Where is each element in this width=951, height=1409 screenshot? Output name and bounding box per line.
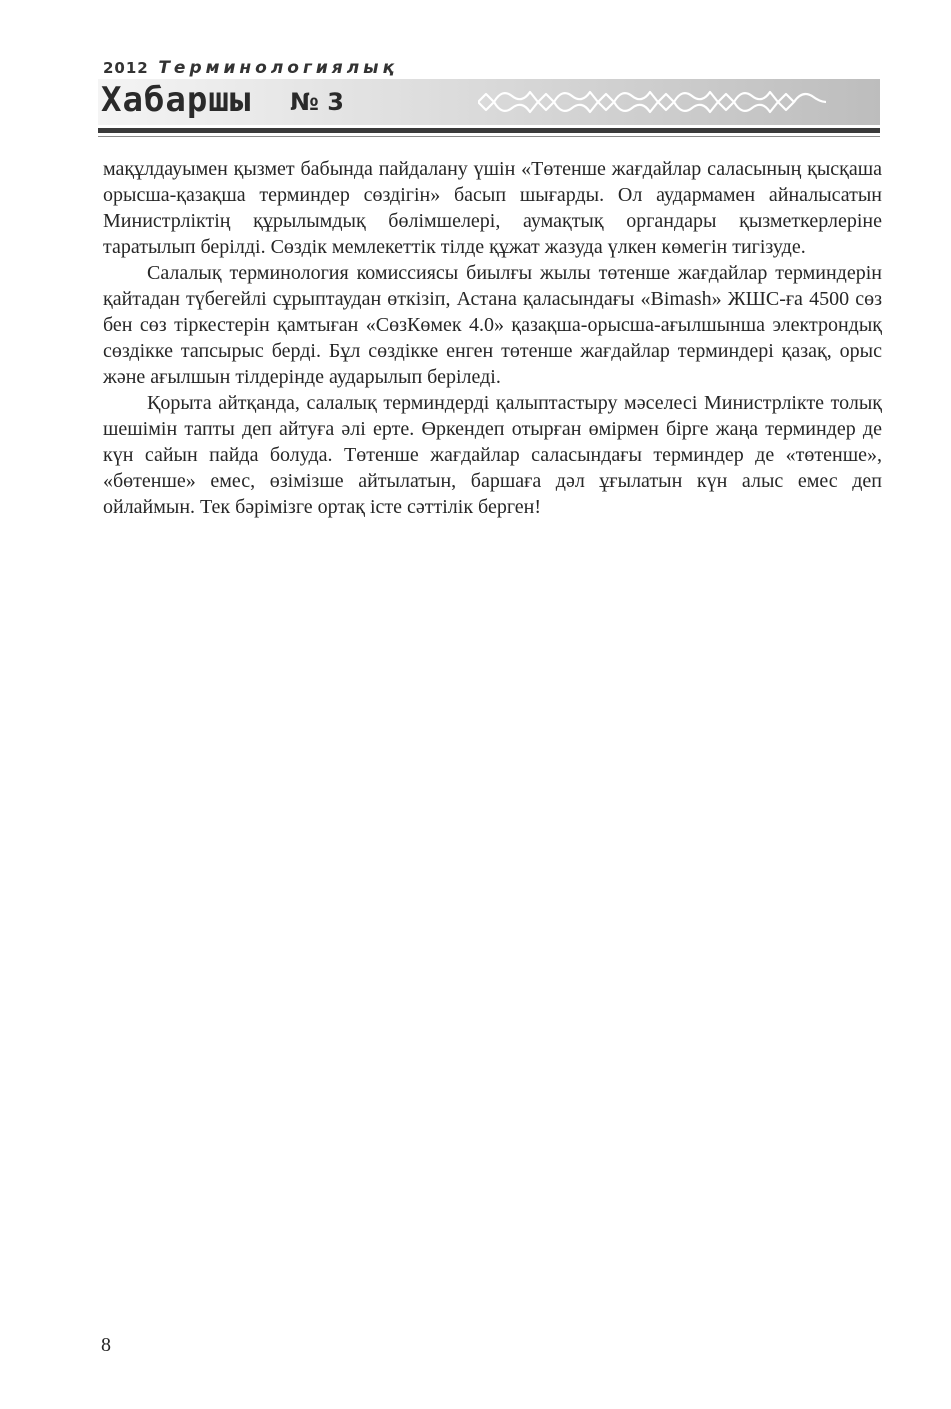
paragraph-3: Қорыта айтқанда, салалық терминдерді қалыптастыру мәселесі Министрлікте толық шешімін тапты деп айтуға әлі ерте. Өркендеп отырған өмірмен бірге жаңа терминдер де күн сайын пайда болуда. Төтенше жағдайлар саласындағы терминдер де «төтенше», «бөтенше» емес, өзімізше айтылатын, баршаға дәл ұғылатын күн алыс емес деп ойлаймын. Тек бәрімізге ортақ істе сәттілік берген! (103, 392, 882, 518)
header-rule-thick (98, 128, 880, 133)
article-body (103, 156, 882, 520)
header-year: 2012 (103, 59, 149, 77)
header-issue: № 3 (290, 88, 344, 116)
header-journal-word: Терминологиялық (158, 58, 399, 78)
header-rule-thin (98, 136, 880, 137)
header-title: Хабаршы (101, 80, 252, 120)
journal-header-top (103, 58, 398, 78)
paragraph-1: мақұлдауымен қызмет бабында пайдалану үшін «Төтенше жағдайлар саласының қысқаша орысша-қазақша терминдер сөздігін» басып шығарды. Ол аудармамен айналысатын Министрліктің құрылымдық бөлімшелері, аумақтық органдары қызметкерлеріне таратылып берілді. Сөздік мемлекеттік тілде құжат жазуда үлкен көмегін тигізуде. (103, 158, 882, 258)
ornament-icon (478, 84, 828, 120)
paragraph-2: Салалық терминология комиссиясы биылғы жылы төтенше жағдайлар терминдерін қайтадан түбегейлі сұрыптаудан өткізіп, Астана қаласындағы «Bimash» ЖШС-ға 4500 сөз бен сөз тіркестерін қамтыған «СөзКөмек 4.0» қазақша-орысша-ағылшынша электрондық сөздікке тапсырыс берді. Бұл сөздікке енген төтенше жағдайлар терминдері қазақ, орыс және ағылшын тілдерінде аударылып беріледі. (103, 262, 882, 388)
page-number: 8 (101, 1334, 111, 1356)
